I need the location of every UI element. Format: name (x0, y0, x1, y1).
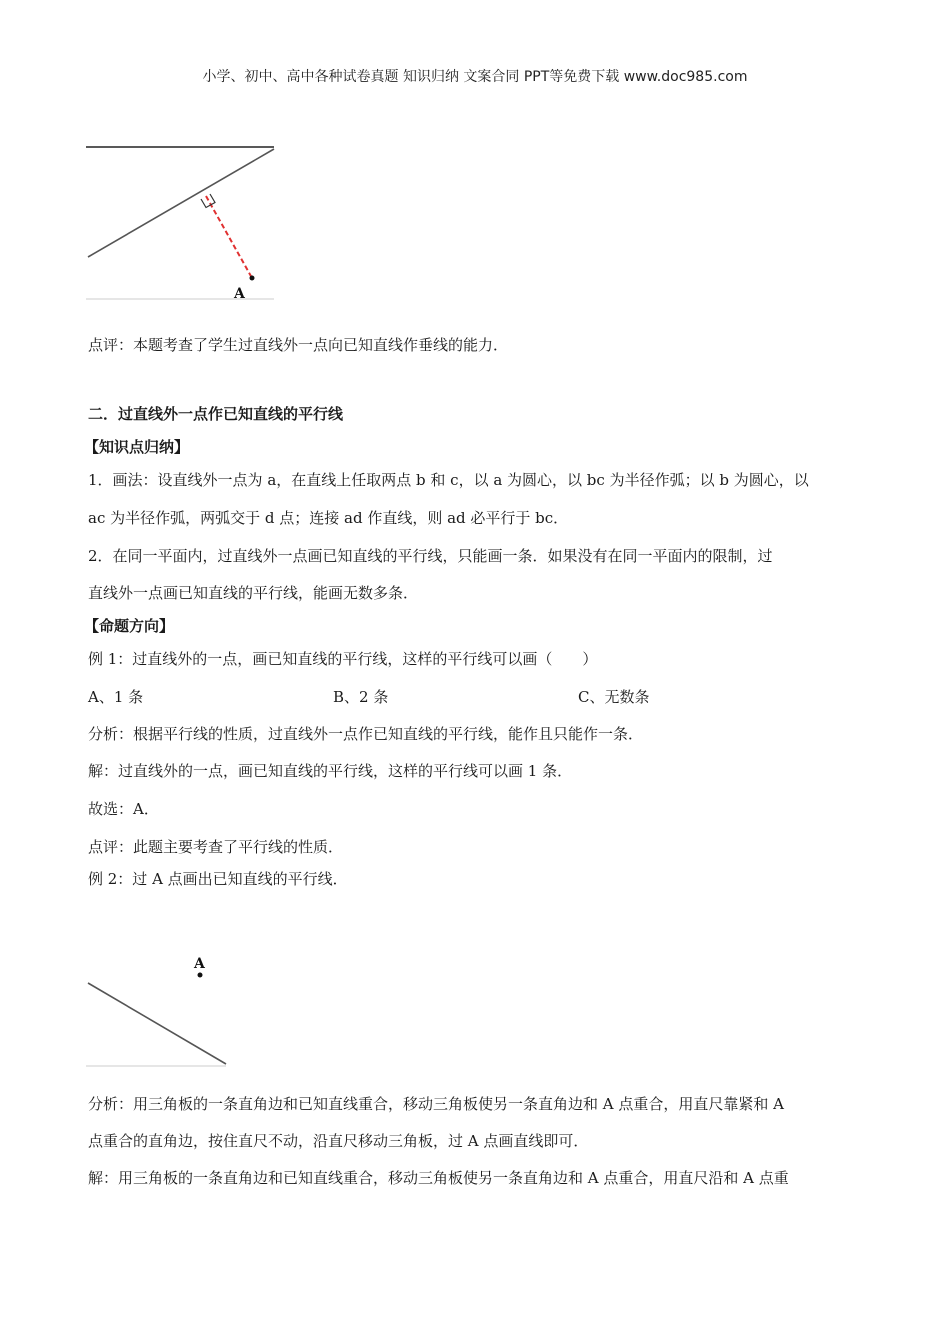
example-2-analysis-line-1: 分析：用三角板的一条直角边和已知直线重合，移动三角板使另一条直角边和 A 点重合，用直尺靠紧和 A (88, 1095, 784, 1113)
perpendicular-dashed-line (206, 196, 252, 278)
method-line-2: ac 为半径作弧，两弧交于 d 点；连接 ad 作直线，则 ad 必平行于 bc． (88, 509, 569, 527)
right-angle-mark (201, 194, 215, 208)
comment-1: 点评：本题考查了学生过直线外一点向已知直线作垂线的能力． (88, 336, 509, 354)
point-a-label: A (234, 286, 245, 302)
method-line-1: 1．画法：设直线外一点为 a，在直线上任取两点 b 和 c，以 a 为圆心，以 bc 为半径作弧；以 b 为圆心，以 (88, 471, 809, 489)
knowledge-heading: 【知识点归纳】 (84, 438, 190, 456)
example-1-solution: 解：过直线外的一点，画已知直线的平行线，这样的平行线可以画 1 条． (88, 762, 573, 780)
given-line (88, 983, 226, 1064)
example-1-analysis: 分析：根据平行线的性质，过直线外一点作已知直线的平行线，能作且只能作一条． (88, 725, 644, 743)
given-line (88, 149, 274, 257)
option-a: A、1 条 (88, 688, 144, 706)
section-title: 二．过直线外一点作已知直线的平行线 (88, 405, 344, 423)
page-header: 小学、初中、高中各种试卷真题 知识归纳 文案合同 PPT等免费下载 www.doc985.com (202, 69, 748, 85)
note-line-2: 直线外一点画已知直线的平行线，能画无数多条． (88, 584, 419, 602)
figure-parallel (86, 948, 230, 1070)
note-line-1: 2．在同一平面内，过直线外一点画已知直线的平行线，只能画一条．如果没有在同一平面内的限制，过 (88, 547, 773, 565)
option-b: B、2 条 (333, 688, 389, 706)
point-a-dot (198, 973, 203, 978)
direction-heading: 【命题方向】 (84, 617, 175, 635)
example-2-analysis-line-2: 点重合的直角边，按住直尺不动，沿直尺移动三角板，过 A 点画直线即可． (88, 1132, 589, 1150)
point-a-label: A (194, 956, 205, 972)
example-1-answer: 故选：A． (88, 800, 159, 818)
example-1-comment: 点评：此题主要考查了平行线的性质． (88, 838, 344, 856)
example-2-solution-line-1: 解：用三角板的一条直角边和已知直线重合，移动三角板使另一条直角边和 A 点重合，用直尺沿和 A 点重 (88, 1169, 789, 1187)
figure-perpendicular (86, 140, 278, 305)
point-a-dot (250, 276, 255, 281)
example-2-question: 例 2：过 A 点画出已知直线的平行线． (88, 870, 348, 888)
example-1-question: 例 1：过直线外的一点，画已知直线的平行线，这样的平行线可以画（ ） (88, 650, 598, 668)
option-c: C、无数条 (578, 688, 650, 706)
